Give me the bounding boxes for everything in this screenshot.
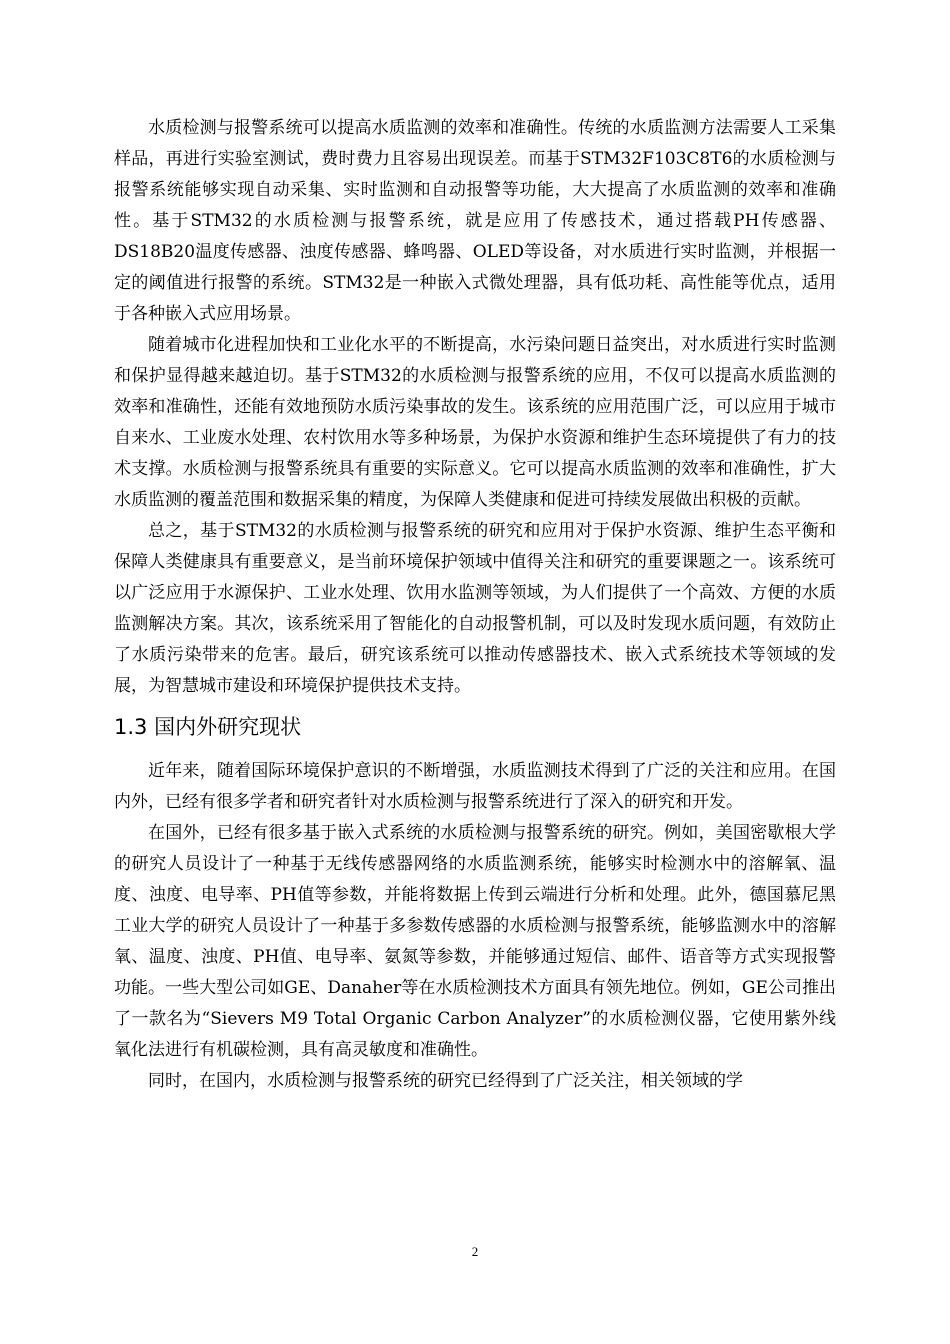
paragraph: 随着城市化进程加快和工业化水平的不断提高，水污染问题日益突出，对水质进行实时监测和保护显得越来越迫切。基于STM32的水质检测与报警系统的应用，不仅可以提高水质监测的效率和准确性，还能有效地预防水质污染事故的发生。该系统的应用范围广泛，可以应用于城市自来水、工业废水处理、农村饮用水等多种场景，为保护水资源和维护生态环境提供了有力的技术支撑。水质检测与报警系统具有重要的实际意义。它可以提高水质监测的效率和准确性，扩大水质监测的覆盖范围和数据采集的精度，为保障人类健康和促进可持续发展做出积极的贡献。	[114, 335, 836, 510]
paragraph: 近年来，随着国际环境保护意识的不断增强，水质监测技术得到了广泛的关注和应用。在国内外，已经有很多学者和研究者针对水质检测与报警系统进行了深入的研究和开发。	[114, 761, 836, 812]
section-heading: 1.3 国内外研究现状	[114, 715, 302, 739]
body-text	[114, 113, 836, 1097]
paragraph: 水质检测与报警系统可以提高水质监测的效率和准确性。传统的水质监测方法需要人工采集样品，再进行实验室测试，费时费力且容易出现误差。而基于STM32F103C8T6的水质检测与报警系统能够实现自动采集、实时监测和自动报警等功能，大大提高了水质监测的效率和准确性。基于STM32的水质检测与报警系统，就是应用了传感技术，通过搭载PH传感器、DS18B20温度传感器、浊度传感器、蜂鸣器、OLED等设备，对水质进行实时监测，并根据一定的阈值进行报警的系统。STM32是一种嵌入式微处理器，具有低功耗、高性能等优点，适用于各种嵌入式应用场景。	[114, 118, 836, 324]
page-number: 2	[471, 1244, 479, 1259]
paragraph: 总之，基于STM32的水质检测与报警系统的研究和应用对于保护水资源、维护生态平衡和保障人类健康具有重要意义，是当前环境保护领域中值得关注和研究的重要课题之一。该系统可以广泛应用于水源保护、工业水处理、饮用水监测等领域，为人们提供了一个高效、方便的水质监测解决方案。其次，该系统采用了智能化的自动报警机制，可以及时发现水质问题，有效防止了水质污染带来的危害。最后，研究该系统可以推动传感器技术、嵌入式系统技术等领域的发展，为智慧城市建设和环境保护提供技术支持。	[114, 521, 836, 696]
paragraph: 同时，在国内，水质检测与报警系统的研究已经得到了广泛关注，相关领域的学	[148, 1071, 743, 1091]
paragraph: 在国外，已经有很多基于嵌入式系统的水质检测与报警系统的研究。例如，美国密歇根大学的研究人员设计了一种基于无线传感器网络的水质监测系统，能够实时检测水中的溶解氧、温度、浊度、电导率、PH值等参数，并能将数据上传到云端进行分析和处理。此外，德国慕尼黑工业大学的研究人员设计了一种基于多参数传感器的水质检测与报警系统，能够监测水中的溶解氧、温度、浊度、PH值、电导率、氨氮等参数，并能够通过短信、邮件、语音等方式实现报警功能。一些大型公司如GE、Danaher等在水质检测技术方面具有领先地位。例如，GE公司推出了一款名为“Sievers M9 Total Organic Carbon Analyzer”的水质检测仪器，它使用紫外线氧化法进行有机碳检测，具有高灵敏度和准确性。	[114, 823, 836, 1060]
